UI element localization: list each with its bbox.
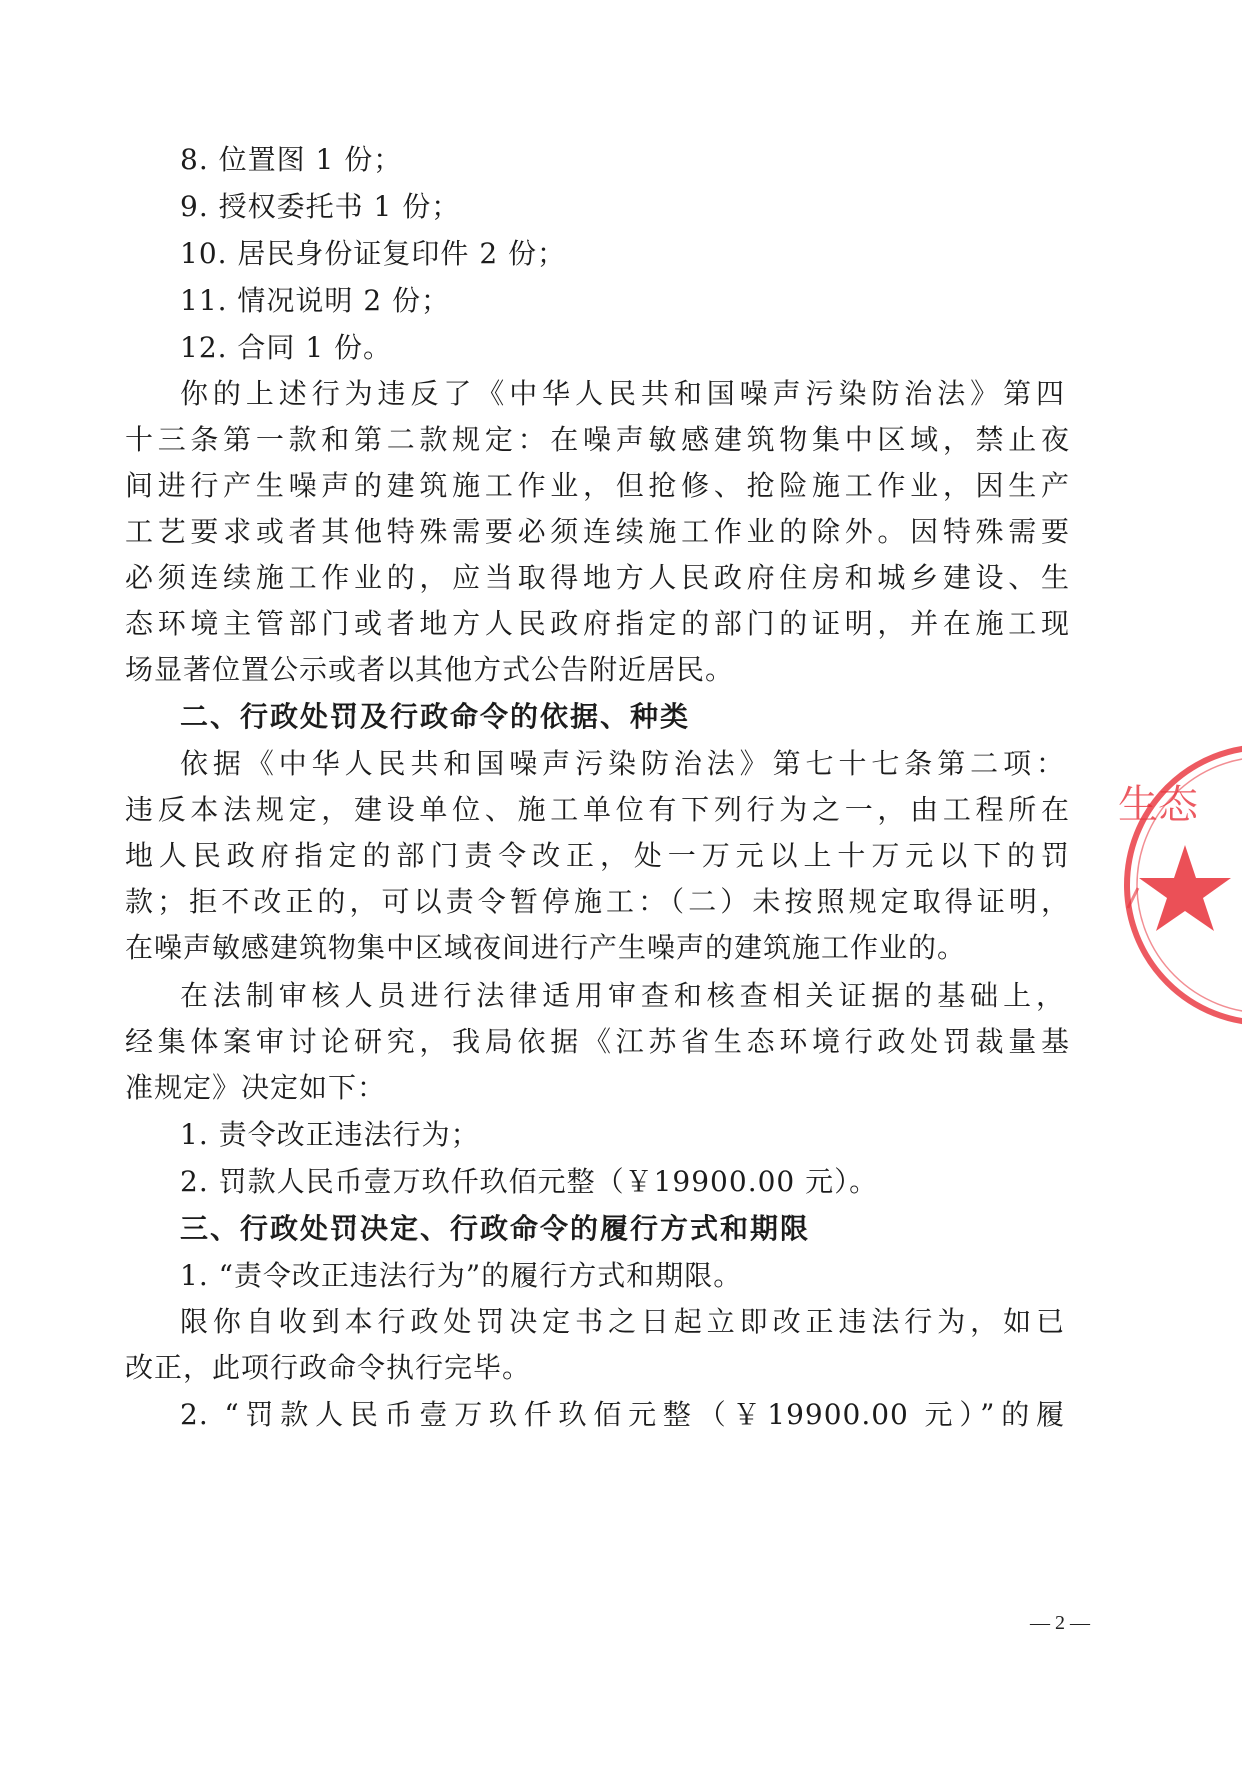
paragraph-line: 改正，此项行政命令执行完毕。 bbox=[125, 1351, 532, 1384]
official-seal bbox=[1110, 740, 1242, 1030]
item-title: 2. “罚款人民币壹万玖仟玖佰元整（￥19900.00 元）”的履 bbox=[180, 1398, 1065, 1431]
decision-item: 1. 责令改正违法行为； bbox=[180, 1118, 480, 1151]
paragraph-line: 款；拒不改正的，可以责令暂停施工：（二）未按照规定取得证明， bbox=[125, 885, 1070, 918]
paragraph-line: 工艺要求或者其他特殊需要必须连续施工作业的除外。因特殊需要 bbox=[125, 515, 1070, 548]
paragraph-line: 你的上述行为违反了《中华人民共和国噪声污染防治法》第四 bbox=[180, 377, 1065, 410]
page-number: — 2 — bbox=[1030, 1612, 1090, 1634]
section-heading: 二、行政处罚及行政命令的依据、种类 bbox=[180, 700, 691, 733]
attachment-item: 11. 情况说明 2 份； bbox=[180, 284, 451, 317]
attachment-item: 9. 授权委托书 1 份； bbox=[180, 190, 461, 223]
paragraph-line: 地人民政府指定的部门责令改正，处一万元以上十万元以下的罚 bbox=[125, 839, 1070, 872]
attachment-item: 12. 合同 1 份。 bbox=[180, 331, 393, 364]
decision-item: 2. 罚款人民币壹万玖仟玖佰元整（￥19900.00 元）。 bbox=[180, 1165, 879, 1198]
paragraph-line: 准规定》决定如下： bbox=[125, 1071, 387, 1104]
paragraph-line: 限你自收到本行政处罚决定书之日起立即改正违法行为，如已 bbox=[180, 1305, 1065, 1338]
attachment-item: 10. 居民身份证复印件 2 份； bbox=[180, 237, 567, 270]
seal-stamp-icon bbox=[1110, 740, 1242, 1030]
paragraph-line: 十三条第一款和第二款规定：在噪声敏感建筑物集中区域，禁止夜 bbox=[125, 423, 1070, 456]
paragraph-line: 间进行产生噪声的建筑施工作业，但抢修、抢险施工作业，因生产 bbox=[125, 469, 1070, 502]
paragraph-line: 在噪声敏感建筑物集中区域夜间进行产生噪声的建筑施工作业的。 bbox=[125, 931, 967, 964]
seal-text: 生态 bbox=[1118, 782, 1198, 828]
paragraph-line: 违反本法规定，建设单位、施工单位有下列行为之一，由工程所在 bbox=[125, 793, 1070, 826]
paragraph-line: 依据《中华人民共和国噪声污染防治法》第七十七条第二项： bbox=[180, 747, 1065, 780]
section-heading: 三、行政处罚决定、行政命令的履行方式和期限 bbox=[180, 1212, 811, 1245]
paragraph-line: 必须连续施工作业的，应当取得地方人民政府住房和城乡建设、生 bbox=[125, 561, 1070, 594]
paragraph-line: 经集体案审讨论研究，我局依据《江苏省生态环境行政处罚裁量基 bbox=[125, 1025, 1070, 1058]
attachment-item: 8. 位置图 1 份； bbox=[180, 143, 403, 176]
paragraph-line: 态环境主管部门或者地方人民政府指定的部门的证明，并在施工现 bbox=[125, 607, 1070, 640]
paragraph-line: 场显著位置公示或者以其他方式公告附近居民。 bbox=[125, 653, 735, 686]
paragraph-line: 在法制审核人员进行法律适用审查和核查相关证据的基础上， bbox=[180, 979, 1065, 1012]
item-title: 1. “责令改正违法行为”的履行方式和期限。 bbox=[180, 1259, 743, 1292]
